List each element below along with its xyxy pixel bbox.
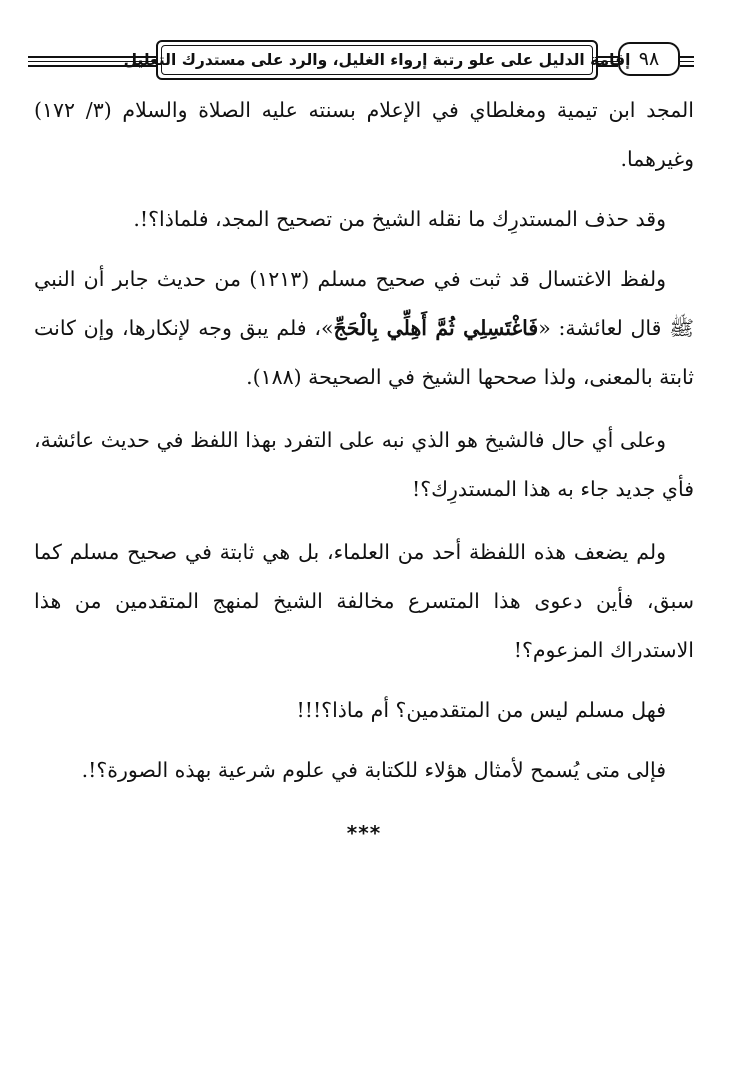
paragraph-5: ولم يضعف هذه اللفظة أحد من العلماء، بل هي ثابتة في صحيح مسلم كما سبق، فأين دعوى هذا المتسرع مخالفة الشيخ لمنهج المتقدمين من هذا الاستدراك المزعوم؟!	[34, 540, 694, 662]
header-rule	[680, 65, 694, 67]
header-rule	[680, 61, 694, 62]
section-separator: ***	[346, 821, 382, 845]
body-text	[34, 86, 694, 843]
hadith-quote: فَاغْتَسِلِي ثُمَّ أَهِلِّي بِالْحَجِّ	[333, 316, 539, 340]
paragraph-4: وعلى أي حال فالشيخ هو الذي نبه على التفرد بهذا اللفظ في حديث عائشة، فأي جديد جاء به هذا المستدرِك؟!	[34, 428, 694, 501]
running-title-frame	[123, 40, 631, 80]
page-number: ٩٨	[638, 48, 660, 70]
paragraph-3-lead: ولفظ الاغتسال قد ثبت في صحيح مسلم (١٢١٣) من حديث جابر أن النبي ﷺ قال لعائشة: «	[34, 267, 694, 340]
paragraph-7: فإلى متى يُسمح لأمثال هؤلاء للكتابة في علوم شرعية بهذه الصورة؟!.	[81, 758, 666, 782]
paragraph-2: وقد حذف المستدرِك ما نقله الشيخ من تصحيح المجد، فلماذا؟!.	[133, 207, 666, 231]
running-title: إقامة الدليل على علو رتبة إرواء الغليل، والرد على مستدرك التعليل	[123, 51, 631, 69]
paragraph-6: فهل مسلم ليس من المتقدمين؟ أم ماذا؟!!!	[296, 698, 666, 722]
paragraph-3-tail: »، فلم يبق وجه لإنكارها، وإن كانت ثابتة بالمعنى، ولذا صححها الشيخ في الصحيحة (١٨٨).	[34, 316, 694, 389]
running-header	[28, 38, 694, 84]
header-rule	[680, 56, 694, 58]
paragraph-3	[34, 255, 694, 402]
paragraph-1: المجد ابن تيمية ومغلطاي في الإعلام بسنته عليه الصلاة والسلام (٣/ ١٧٢) وغيرهما.	[34, 98, 694, 171]
